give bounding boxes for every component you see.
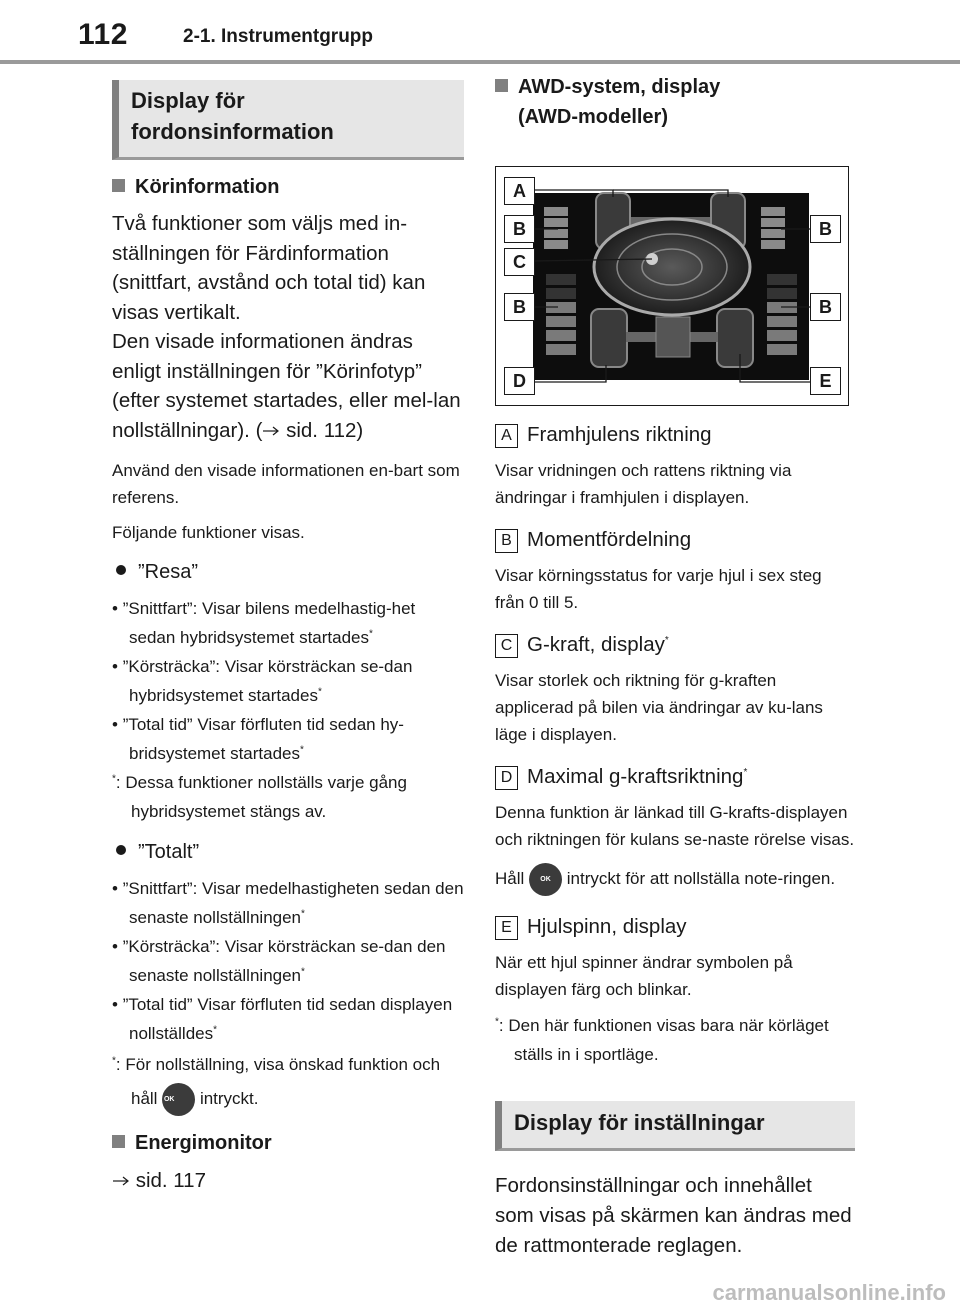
bullet-heading-totalt: ”Totalt”	[112, 838, 464, 866]
left-column	[112, 80, 464, 1196]
arrow-right-icon	[262, 426, 280, 436]
list-item: • ”Körsträcka”: Visar körsträckan se-dan hybridsystemet startades*	[112, 657, 413, 705]
awd-display-figure	[495, 166, 849, 406]
page-header	[0, 0, 960, 66]
bullet-heading-resa: ”Resa”	[112, 558, 464, 586]
footnote: *: Den här funktionen visas bara när körläget ställs in i sportläge.	[495, 1016, 829, 1064]
paragraph: Fordonsinställningar och innehållet som visas på skärmen kan ändras med de rattmonterade reglagen.	[495, 1174, 852, 1257]
list-item: • ”Total tid” Visar förfluten tid sedan displayen nollställdes*	[112, 995, 453, 1043]
bullet-icon	[116, 845, 126, 855]
paragraph: Två funktioner som väljs med in-ställningen för Färdinformation (snittfart, avstånd och total tid) kan visas vertikalt.	[112, 212, 426, 324]
square-bullet-icon	[112, 179, 125, 192]
legend-marker: D	[495, 766, 518, 790]
figure-label-a: A	[504, 177, 535, 205]
figure-label-e: E	[810, 367, 841, 395]
subheading-awd-models: (AWD-modeller)	[518, 106, 668, 128]
legend-d: D Maximal g-kraftsriktning* Denna funktion är länkad till G-krafts-displayen och riktningen för kulans se-naste rörelse visas.	[495, 765, 855, 849]
paragraph: Den visade informationen ändras enligt inställningen för ”Körinfotyp” (efter systemet startades, eller mel-lan nollställningar). ( sid. 112)	[112, 330, 461, 442]
legend-marker: A	[495, 424, 518, 448]
paragraph: Håll OK intryckt för att nollställa note-ringen.	[495, 863, 855, 896]
page-number: 112	[78, 18, 128, 51]
list-item: • ”Snittfart”: Visar bilens medelhastig-het sedan hybridsystemet startades*	[112, 599, 416, 647]
page-reference: sid. 117	[112, 1166, 464, 1196]
awd-display-image	[496, 167, 848, 405]
figure-label-b: B	[504, 293, 535, 321]
watermark: carmanualsonline.info	[712, 1280, 946, 1305]
subheading-awd: AWD-system, display	[495, 72, 855, 102]
legend-e: E Hjulspinn, display När ett hjul spinner ändrar symbolen på displayen färg och blinkar.	[495, 915, 793, 999]
list-item: • ”Snittfart”: Visar medelhastigheten sedan den senaste nollställningen*	[112, 879, 464, 927]
legend-marker: B	[495, 529, 518, 553]
chapter-title: 2-1. Instrumentgrupp	[183, 26, 374, 47]
arrow-right-icon	[112, 1176, 130, 1186]
header-divider	[0, 60, 960, 64]
square-bullet-icon	[112, 1135, 125, 1148]
subheading-energimonitor: Energimonitor	[112, 1128, 464, 1158]
ok-button-icon: OK	[529, 863, 562, 896]
ok-button-icon: OK	[162, 1083, 195, 1116]
footnote: *: För nollställning, visa önskad funktion och håll OK intryckt.	[112, 1048, 464, 1116]
legend-b: B Momentfördelning Visar körningsstatus for varje hjul i sex steg från 0 till 5.	[495, 528, 822, 612]
legend-marker: C	[495, 634, 518, 658]
legend-marker: E	[495, 916, 518, 940]
right-column	[495, 72, 855, 1261]
footnote: *: Dessa funktioner nollställs varje gång hybridsystemet stängs av.	[112, 773, 407, 821]
figure-label-d: D	[504, 367, 535, 395]
legend-a: A Framhjulens riktning Visar vridningen och rattens riktning via ändringar i framhjulen i displayen.	[495, 423, 792, 507]
section-title-vehicle-info: Display för fordonsinformation	[112, 80, 464, 160]
paragraph: Använd den visade informationen en-bart som referens.	[112, 461, 460, 507]
figure-label-c: C	[504, 248, 535, 276]
list-item: • ”Körsträcka”: Visar körsträckan se-dan den senaste nollställningen*	[112, 937, 446, 985]
list-item: • ”Total tid” Visar förfluten tid sedan hy-bridsystemet startades*	[112, 715, 404, 763]
legend-c: C G-kraft, display* Visar storlek och riktning för g-kraften applicerad på bilen via ändringar av ku-lans läge i displayen.	[495, 633, 823, 744]
paragraph: Följande funktioner visas.	[112, 523, 305, 542]
bullet-icon	[116, 565, 126, 575]
square-bullet-icon	[495, 79, 508, 92]
subheading-korinformation: Körinformation	[112, 172, 464, 202]
figure-label-b: B	[810, 215, 841, 243]
section-title-settings: Display för inställningar	[495, 1101, 855, 1151]
figure-label-b: B	[810, 293, 841, 321]
figure-label-b: B	[504, 215, 535, 243]
